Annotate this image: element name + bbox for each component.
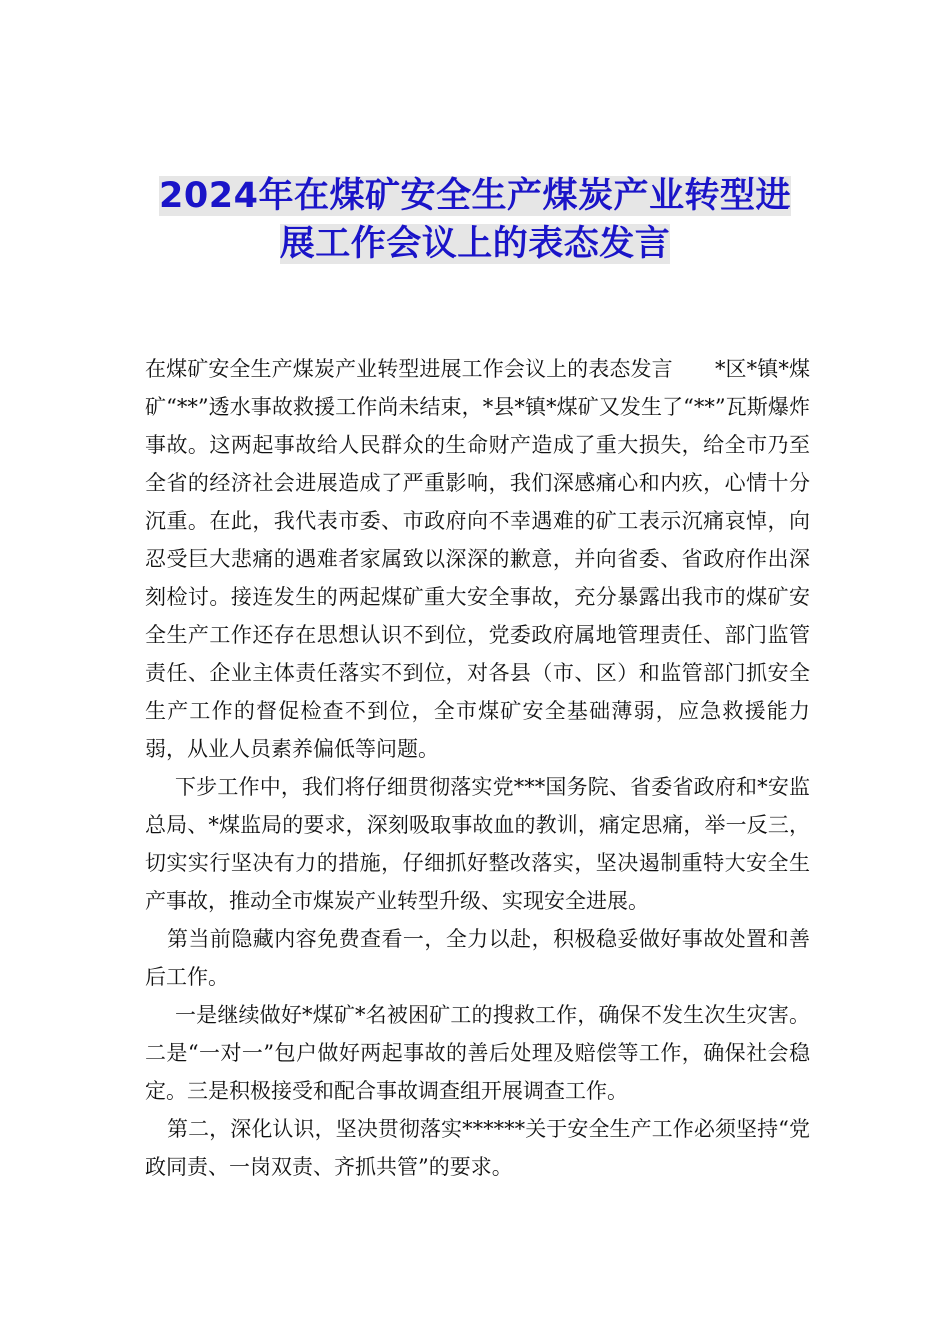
document-body [145, 350, 810, 1186]
document-title [120, 172, 830, 268]
title-line-1: 2024年在煤矿安全生产煤炭产业转型进 [159, 176, 791, 216]
paragraph-1: 在煤矿安全生产煤炭产业转型进展工作会议上的表态发言 *区*镇*煤矿“**”透水事故救援工作尚未结束，*县*镇*煤矿又发生了“**”瓦斯爆炸事故。这两起事故给人民群众的生命财产造成了重大损失，给全市乃至全省的经济社会进展造成了严重影响，我们深感痛心和内疚，心情十分沉重。在此，我代表市委、市政府向不幸遇难的矿工表示沉痛哀悼，向忍受巨大悲痛的遇难者家属致以深深的歉意，并向省委、省政府作出深刻检讨。接连发生的两起煤矿重大安全事故，充分暴露出我市的煤矿安全生产工作还存在思想认识不到位，党委政府属地管理责任、部门监管责任、企业主体责任落实不到位，对各县（市、区）和监管部门抓安全生产工作的督促检查不到位，全市煤矿安全基础薄弱，应急救援能力弱，从业人员素养偏低等问题。 [145, 357, 810, 761]
paragraph-5: 第二，深化认识，坚决贯彻落实******关于安全生产工作必须坚持“党政同责、一岗双责、齐抓共管”的要求。 [145, 1117, 810, 1179]
paragraph-2: 下步工作中，我们将仔细贯彻落实党***国务院、省委省政府和*安监总局、*煤监局的要求，深刻吸取事故血的教训，痛定思痛，举一反三，切实实行坚决有力的措施，仔细抓好整改落实，坚决遏制重特大安全生产事故，推动全市煤炭产业转型升级、实现安全进展。 [145, 775, 810, 913]
paragraph-4: 一是继续做好*煤矿*名被困矿工的搜救工作，确保不发生次生灾害。二是“一对一”包户做好两起事故的善后处理及赔偿等工作，确保社会稳定。三是积极接受和配合事故调查组开展调查工作。 [145, 1003, 810, 1103]
title-line-2: 展工作会议上的表态发言 [279, 224, 671, 264]
paragraph-3: 第当前隐藏内容免费查看一，全力以赴，积极稳妥做好事故处置和善后工作。 [145, 927, 810, 989]
